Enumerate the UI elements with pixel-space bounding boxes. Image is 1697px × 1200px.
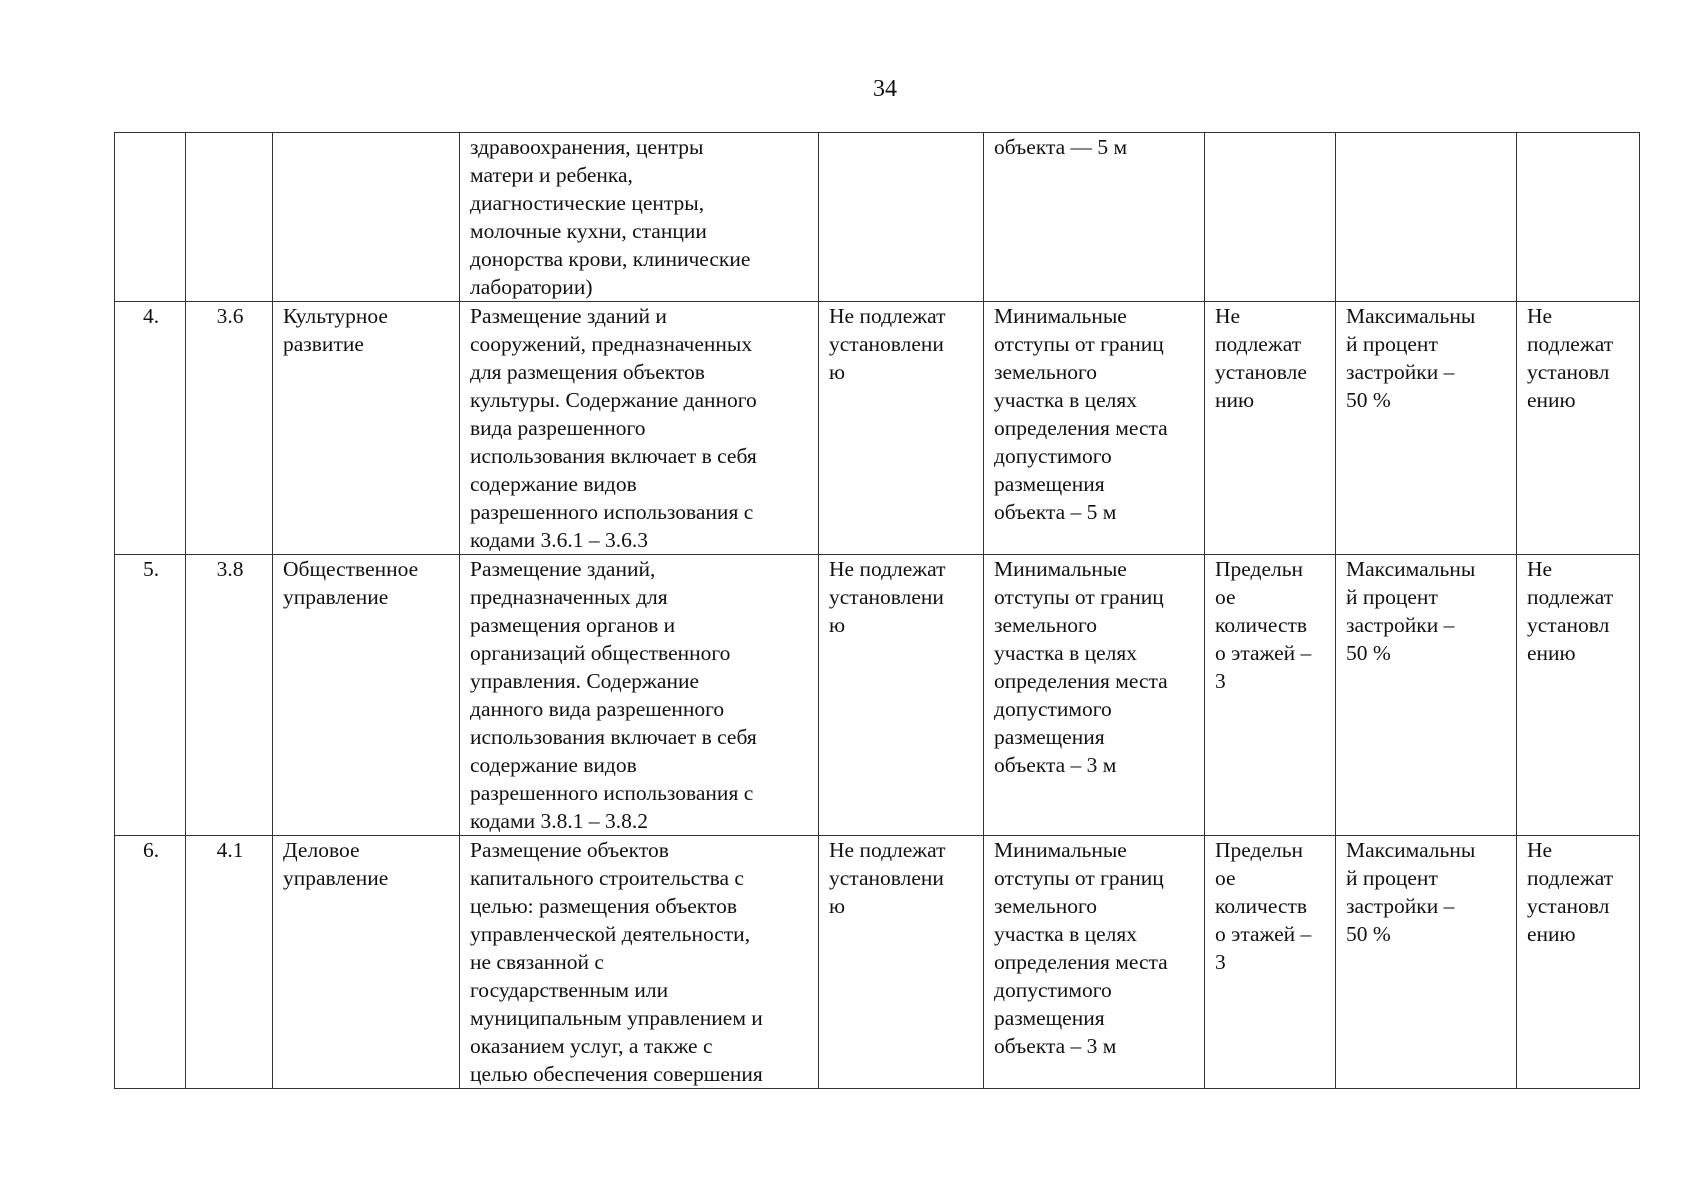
cell-text-line: установлени bbox=[829, 585, 944, 609]
page-number: 34 bbox=[873, 76, 897, 102]
other-limits-cell bbox=[1517, 836, 1640, 1089]
cell-text-line: объекта — 5 м bbox=[994, 135, 1128, 159]
cell-text-line: 5. bbox=[142, 557, 160, 581]
cell-text-line: содержание видов bbox=[470, 753, 637, 777]
table-row bbox=[115, 555, 1640, 836]
cell-text-line: ю bbox=[829, 894, 846, 918]
cell-text-line: определения места bbox=[994, 669, 1168, 693]
cell-text-line: ое bbox=[1215, 866, 1236, 890]
coverage-cell bbox=[1336, 302, 1517, 555]
cell-text-line: застройки – bbox=[1346, 894, 1455, 918]
cell-text-line: ению bbox=[1527, 641, 1576, 665]
cell-text-line: Не подлежат bbox=[829, 304, 946, 328]
other-limits-cell bbox=[1517, 302, 1640, 555]
cell-text-line: отступы от границ bbox=[994, 585, 1164, 609]
cell-text-line: донорства крови, клинические bbox=[470, 247, 751, 271]
cell-text-line: матери и ребенка, bbox=[470, 163, 633, 187]
cell-text-line: нию bbox=[1215, 388, 1255, 412]
cell-text-line: управление bbox=[283, 866, 389, 890]
cell-text-line: кодами 3.6.1 – 3.6.3 bbox=[470, 528, 648, 552]
cell-text-line: 50 % bbox=[1346, 922, 1391, 946]
cell-text-line: использования включает в себя bbox=[470, 725, 757, 749]
use-description-cell bbox=[460, 555, 819, 836]
cell-text-line: использования включает в себя bbox=[470, 444, 757, 468]
cell-text-line: Общественное bbox=[283, 557, 419, 581]
use-code-cell bbox=[186, 133, 273, 302]
cell-text-line: установлени bbox=[829, 332, 944, 356]
coverage-cell bbox=[1336, 555, 1517, 836]
cell-text-line: Предельн bbox=[1215, 557, 1304, 581]
table-body bbox=[115, 133, 1640, 1089]
setbacks-cell bbox=[984, 133, 1205, 302]
coverage-cell bbox=[1336, 836, 1517, 1089]
cell-text-line: объекта – 3 м bbox=[994, 753, 1117, 777]
cell-text-line: участка в целях bbox=[994, 922, 1138, 946]
cell-text-line: установлени bbox=[829, 866, 944, 890]
cell-text-line: ению bbox=[1527, 388, 1576, 412]
cell-text-line: количеств bbox=[1215, 894, 1308, 918]
cell-text-line: Минимальные bbox=[994, 557, 1127, 581]
cell-text-line: объекта – 5 м bbox=[994, 500, 1117, 524]
cell-text-line: предназначенных для bbox=[470, 585, 668, 609]
cell-text-line: земельного bbox=[994, 894, 1098, 918]
cell-text-line: Минимальные bbox=[994, 304, 1127, 328]
cell-text-line: Размещение зданий и bbox=[470, 304, 667, 328]
table-row bbox=[115, 302, 1640, 555]
cell-text-line: 50 % bbox=[1346, 388, 1391, 412]
cell-text-line: отступы от границ bbox=[994, 866, 1164, 890]
cell-text-line: управление bbox=[283, 585, 389, 609]
cell-text-line: здравоохранения, центры bbox=[470, 135, 704, 159]
cell-text-line: земельного bbox=[994, 360, 1098, 384]
cell-text-line: лаборатории) bbox=[470, 275, 593, 299]
cell-text-line: ю bbox=[829, 360, 846, 384]
cell-text-line: й процент bbox=[1346, 866, 1438, 890]
plot-area-cell bbox=[819, 133, 984, 302]
cell-text-line: ению bbox=[1527, 922, 1576, 946]
use-code-cell bbox=[186, 302, 273, 555]
use-description-cell bbox=[460, 133, 819, 302]
cell-text-line: подлежат bbox=[1527, 866, 1614, 890]
use-name-cell bbox=[273, 555, 460, 836]
cell-text-line: для размещения объектов bbox=[470, 360, 705, 384]
cell-text-line: Не bbox=[1527, 557, 1553, 581]
cell-text-line: кодами 3.8.1 – 3.8.2 bbox=[470, 809, 648, 833]
cell-text-line: определения места bbox=[994, 416, 1168, 440]
cell-text-line: подлежат bbox=[1527, 332, 1614, 356]
use-name-cell bbox=[273, 836, 460, 1089]
cell-text-line: участка в целях bbox=[994, 388, 1138, 412]
cell-text-line: отступы от границ bbox=[994, 332, 1164, 356]
use-code-cell bbox=[186, 836, 273, 1089]
plot-area-cell bbox=[819, 302, 984, 555]
cell-text-line: 4. bbox=[142, 304, 160, 328]
cell-text-line: 3 bbox=[1215, 669, 1226, 693]
cell-text-line: размещения bbox=[994, 472, 1105, 496]
use-description-cell bbox=[460, 836, 819, 1089]
cell-text-line: о этажей – bbox=[1215, 641, 1312, 665]
cell-text-line: целью обеспечения совершения bbox=[470, 1062, 763, 1086]
cell-text-line: участка в целях bbox=[994, 641, 1138, 665]
cell-text-line: размещения органов и bbox=[470, 613, 676, 637]
cell-text-line: ю bbox=[829, 613, 846, 637]
cell-text-line: установле bbox=[1215, 360, 1307, 384]
floors-cell bbox=[1205, 133, 1336, 302]
zoning-regulations-table bbox=[114, 132, 1640, 1089]
cell-text-line: разрешенного использования с bbox=[470, 500, 754, 524]
cell-text-line: Культурное bbox=[283, 304, 388, 328]
cell-text-line: размещения bbox=[994, 725, 1105, 749]
cell-text-line: данного вида разрешенного bbox=[470, 697, 725, 721]
cell-text-line: й процент bbox=[1346, 332, 1438, 356]
cell-text-line: целью: размещения объектов bbox=[470, 894, 737, 918]
cell-text-line: 3 bbox=[1215, 950, 1226, 974]
cell-text-line: Максимальны bbox=[1346, 557, 1476, 581]
cell-text-line: Размещение объектов bbox=[470, 838, 669, 862]
use-name-cell bbox=[273, 133, 460, 302]
row-number-cell bbox=[115, 133, 186, 302]
setbacks-cell bbox=[984, 555, 1205, 836]
cell-text-line: диагностические центры, bbox=[470, 191, 705, 215]
cell-text-line: государственным или bbox=[470, 978, 669, 1002]
cell-text-line: допустимого bbox=[994, 444, 1112, 468]
cell-text-line: количеств bbox=[1215, 613, 1308, 637]
floors-cell bbox=[1205, 555, 1336, 836]
floors-cell bbox=[1205, 836, 1336, 1089]
cell-text-line: застройки – bbox=[1346, 613, 1455, 637]
cell-text-line: установл bbox=[1527, 894, 1610, 918]
coverage-cell bbox=[1336, 133, 1517, 302]
cell-text-line: 3.8 bbox=[216, 557, 244, 581]
cell-text-line: сооружений, предназначенных bbox=[470, 332, 753, 356]
cell-text-line: установл bbox=[1527, 613, 1610, 637]
cell-text-line: Максимальны bbox=[1346, 304, 1476, 328]
cell-text-line: 3.6 bbox=[216, 304, 244, 328]
cell-text-line: Не bbox=[1215, 304, 1241, 328]
cell-text-line: й процент bbox=[1346, 585, 1438, 609]
cell-text-line: Размещение зданий, bbox=[470, 557, 656, 581]
cell-text-line: застройки – bbox=[1346, 360, 1455, 384]
use-description-cell bbox=[460, 302, 819, 555]
plot-area-cell bbox=[819, 555, 984, 836]
cell-text-line: Не bbox=[1527, 304, 1553, 328]
cell-text-line: объекта – 3 м bbox=[994, 1034, 1117, 1058]
other-limits-cell bbox=[1517, 133, 1640, 302]
use-code-cell bbox=[186, 555, 273, 836]
cell-text-line: установл bbox=[1527, 360, 1610, 384]
cell-text-line: управления. Содержание bbox=[470, 669, 699, 693]
row-number-cell bbox=[115, 836, 186, 1089]
cell-text-line: Деловое bbox=[283, 838, 360, 862]
cell-text-line: 6. bbox=[142, 838, 160, 862]
cell-text-line: не связанной с bbox=[470, 950, 604, 974]
cell-text-line: 4.1 bbox=[216, 838, 244, 862]
cell-text-line: допустимого bbox=[994, 697, 1112, 721]
floors-cell bbox=[1205, 302, 1336, 555]
row-number-cell bbox=[115, 302, 186, 555]
cell-text-line: Максимальны bbox=[1346, 838, 1476, 862]
cell-text-line: определения места bbox=[994, 950, 1168, 974]
setbacks-cell bbox=[984, 302, 1205, 555]
cell-text-line: оказанием услуг, а также с bbox=[470, 1034, 713, 1058]
cell-text-line: культуры. Содержание данного bbox=[470, 388, 757, 412]
cell-text-line: развитие bbox=[283, 332, 364, 356]
cell-text-line: вида разрешенного bbox=[470, 416, 646, 440]
cell-text-line: подлежат bbox=[1527, 585, 1614, 609]
cell-text-line: размещения bbox=[994, 1006, 1105, 1030]
cell-text-line: 50 % bbox=[1346, 641, 1391, 665]
cell-text-line: подлежат bbox=[1215, 332, 1302, 356]
cell-text-line: земельного bbox=[994, 613, 1098, 637]
other-limits-cell bbox=[1517, 555, 1640, 836]
plot-area-cell bbox=[819, 836, 984, 1089]
cell-text-line: капитального строительства с bbox=[470, 866, 744, 890]
cell-text-line: молочные кухни, станции bbox=[470, 219, 707, 243]
cell-text-line: Предельн bbox=[1215, 838, 1304, 862]
setbacks-cell bbox=[984, 836, 1205, 1089]
table-row bbox=[115, 133, 1640, 302]
cell-text-line: содержание видов bbox=[470, 472, 637, 496]
cell-text-line: разрешенного использования с bbox=[470, 781, 754, 805]
cell-text-line: управленческой деятельности, bbox=[470, 922, 751, 946]
use-name-cell bbox=[273, 302, 460, 555]
cell-text-line: ое bbox=[1215, 585, 1236, 609]
cell-text-line: допустимого bbox=[994, 978, 1112, 1002]
table-row bbox=[115, 836, 1640, 1089]
cell-text-line: муниципальным управлением и bbox=[470, 1006, 763, 1030]
cell-text-line: Не bbox=[1527, 838, 1553, 862]
cell-text-line: организаций общественного bbox=[470, 641, 731, 665]
cell-text-line: Не подлежат bbox=[829, 838, 946, 862]
cell-text-line: Минимальные bbox=[994, 838, 1127, 862]
row-number-cell bbox=[115, 555, 186, 836]
cell-text-line: о этажей – bbox=[1215, 922, 1312, 946]
cell-text-line: Не подлежат bbox=[829, 557, 946, 581]
